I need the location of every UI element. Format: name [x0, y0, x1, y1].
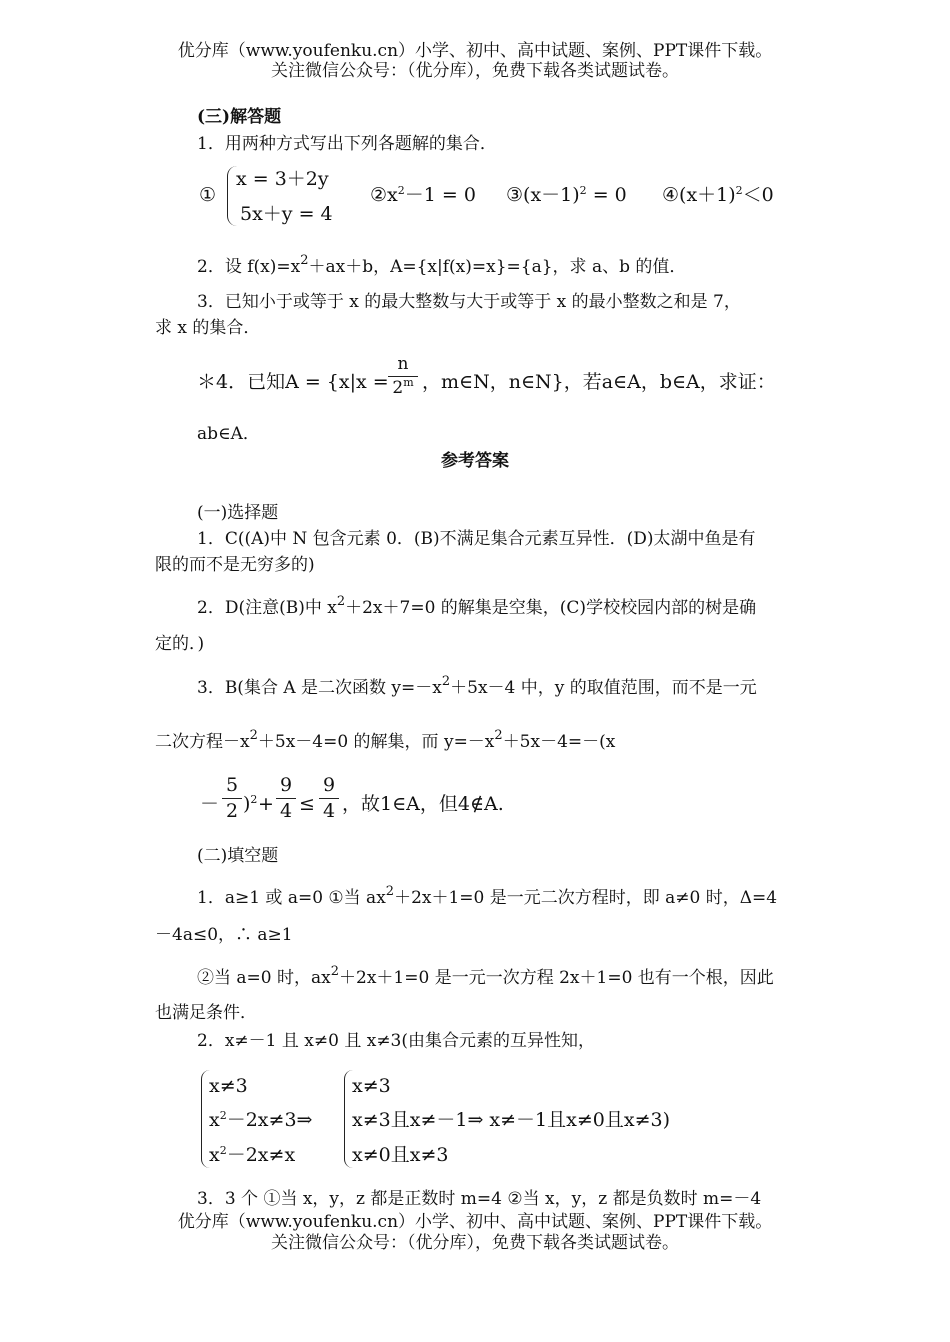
b2-system-2-line-2: x≠3且x≠－1⇒ x≠－1且x≠0且x≠3)	[352, 1109, 670, 1131]
footer-line-1: 优分库（www.youfenku.cn）小学、初中、高中试题、案例、PPT课件下载。	[177, 1212, 773, 1232]
answer-3-line-2: 二次方程$-x^2+5x-4=0$ 的解集，而 $y=-x^2+5x-4=-(x$	[155, 728, 616, 752]
question-4-line-2: ab∈A．	[197, 424, 260, 444]
q4-fraction-denominator: 2$^m$	[388, 376, 418, 397]
b2-line-1: 2．x≠－1 且 x≠0 且 x≠3(由集合元素的互异性知，	[197, 1031, 596, 1051]
a3-paren-exp: )$^2$	[243, 793, 258, 815]
b1-line-3: ②当 a=0 时，$ax^2+2x+1=0$ 是一元一次方程 2x＋1=0 也有一个根，因此	[197, 964, 774, 988]
a3-fraction-3-numerator: 9	[322, 774, 336, 796]
b2-system-1-line-3: $x^2-2x\ne x$	[209, 1144, 296, 1166]
a3-fraction-1-denominator: 2	[222, 798, 242, 821]
answer-1-line-1: 1．C((A)中 N 包含元素 0．(B)不满足集合元素互异性．(D)太湖中鱼是有	[197, 529, 756, 549]
a3-plus: +	[258, 793, 274, 815]
q1-circled-1: ①	[199, 184, 217, 206]
b2-system-2-line-3: x≠0且x≠3	[352, 1144, 449, 1166]
q1-system-line-1: x = 3＋2y	[236, 168, 329, 190]
b2-system-1-line-1: x≠3	[209, 1075, 248, 1097]
question-4-part-a: ＊4．已知A = {x|x =	[197, 371, 389, 393]
answer-1-line-2: 限的而不是无穷多的)	[155, 555, 315, 575]
a3-fraction-2-numerator: 9	[279, 774, 293, 796]
answers-title: 参考答案	[441, 451, 509, 471]
b1-line-1: 1．a≥1 或 a=0 ①当 $ax^2+2x+1=0$ 是一元二次方程时，即 a≠0 时，Δ=4	[197, 884, 778, 908]
section-title-answer-questions: (三)解答题	[197, 107, 282, 127]
a3-fraction-2	[276, 776, 296, 821]
a3-fraction-2-denominator: 4	[276, 798, 296, 821]
a3-fraction-3	[319, 776, 339, 821]
a3-tail: ，故1∈A，但4∉A.	[342, 793, 504, 815]
section-2-title: (二)填空题	[197, 846, 279, 866]
a3-fraction-1	[222, 776, 242, 821]
q1-item-3: $③(x-1)^2 = 0$	[506, 184, 627, 206]
a3-minus: －	[200, 793, 220, 815]
a3-fraction-1-numerator: 5	[225, 774, 239, 796]
b1-line-2: －4a≤0，∴ a≥1	[155, 925, 293, 945]
answer-2-line-1: 2．D(注意(B)中 $x^2+2x+7=0$ 的解集是空集，(C)学校校园内部的树是确	[197, 594, 757, 618]
question-2: 2．设 $f(x)=x^2+ax+b$，A={x|f(x)=x}={a}，求 a、b 的值．	[197, 253, 687, 277]
b2-system-1-line-2: $x^2-2x\ne 3\Rightarrow$	[209, 1109, 313, 1131]
question-3-line-2: 求 x 的集合．	[155, 318, 261, 338]
footer-line-2: 关注微信公众号：（优分库），免费下载各类试题试卷。	[271, 1233, 679, 1253]
b1-line-4: 也满足条件．	[155, 1003, 257, 1023]
a3-fraction-3-denominator: 4	[319, 798, 339, 821]
b2-system-2-line-1: x≠3	[352, 1075, 391, 1097]
q4-fraction	[388, 356, 418, 397]
b3-line-1: 3．3 个 ①当 x，y，z 都是正数时 m=4 ②当 x，y，z 都是负数时 m=－4	[197, 1189, 762, 1209]
section-1-title: (一)选择题	[197, 503, 279, 523]
question-3-line-1: 3．已知小于或等于 x 的最大整数与大于或等于 x 的最小整数之和是 7，	[197, 292, 741, 312]
question-4-part-b: ，m∈N，n∈N}，若a∈A，b∈A，求证：	[422, 371, 776, 393]
question-1: 1．用两种方式写出下列各题解的集合．	[197, 134, 497, 154]
header-line-2: 关注微信公众号：（优分库），免费下载各类试题试卷。	[271, 61, 679, 81]
header-line-1: 优分库（www.youfenku.cn）小学、初中、高中试题、案例、PPT课件下载。	[177, 41, 773, 61]
q1-item-4: $④(x+1)^2<0$	[662, 184, 774, 206]
answer-2-line-2: 定的．)	[155, 634, 205, 654]
q1-item-2: $②x^2-1 = 0$	[370, 184, 476, 206]
q4-fraction-numerator: n	[397, 354, 409, 374]
a3-le: ≤	[299, 793, 315, 815]
answer-3-line-1: 3．B(集合 A 是二次函数 $y=-x^2+5x-4$ 中，y 的取值范围，而不是一元	[197, 674, 757, 698]
q1-system-line-2: 5x＋y = 4	[240, 203, 333, 225]
